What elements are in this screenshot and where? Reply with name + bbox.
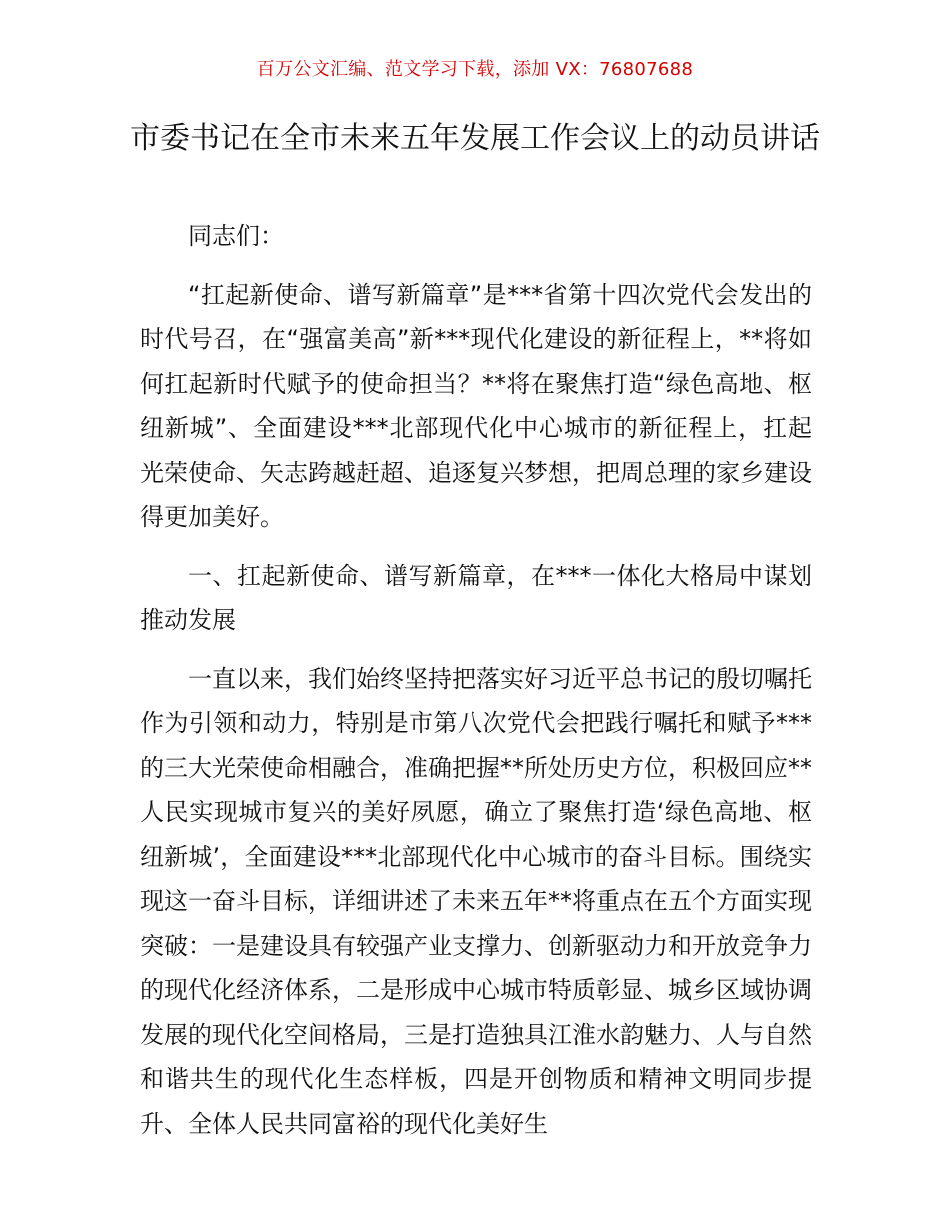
document-body: [140, 214, 812, 1160]
section-heading-one: 一、扛起新使命、谱写新篇章，在***一体化大格局中谋划推动发展: [140, 561, 812, 634]
paragraph-intro: “扛起新使命、谱写新篇章”是***省第十四次党代会发出的时代号召，在“强富美高”新***现代化建设的新征程上，**将如何扛起新时代赋予的使命担当？**将在聚焦打造“绿色高地、枢纽新城”、全面建设***北部现代化中心城市的新征程上，扛起光荣使命、矢志跨越赶超、追逐复兴梦想，把周总理的家乡建设得更加美好。: [140, 280, 812, 531]
header-watermark-note: 百万公文汇编、范文学习下载，添加 VX：76807688: [256, 59, 694, 80]
greeting: 同志们：: [188, 222, 284, 250]
paragraph-section-one: 一直以来，我们始终坚持把落实好习近平总书记的殷切嘱托作为引领和动力，特别是市第八次党代会把践行嘱托和赋予***的三大光荣使命相融合，准确把握**所处历史方位，积极回应**人民实现城市复兴的美好夙愿，确立了聚焦打造‘绿色高地、枢纽新城’，全面建设***北部现代化中心城市的奋斗目标。围绕实现这一奋斗目标，详细讲述了未来五年**将重点在五个方面实现突破：一是建设具有较强产业支撑力、创新驱动力和开放竞争力的现代化经济体系，二是形成中心城市特质彰显、城乡区域协调发展的现代化空间格局，三是打造独具江淮水韵魅力、人与自然和谐共生的现代化生态样板，四是开创物质和精神文明同步提升、全体人民共同富裕的现代化美好生: [140, 664, 812, 1138]
page-title: 市委书记在全市未来五年发展工作会议上的动员讲话: [130, 121, 820, 156]
